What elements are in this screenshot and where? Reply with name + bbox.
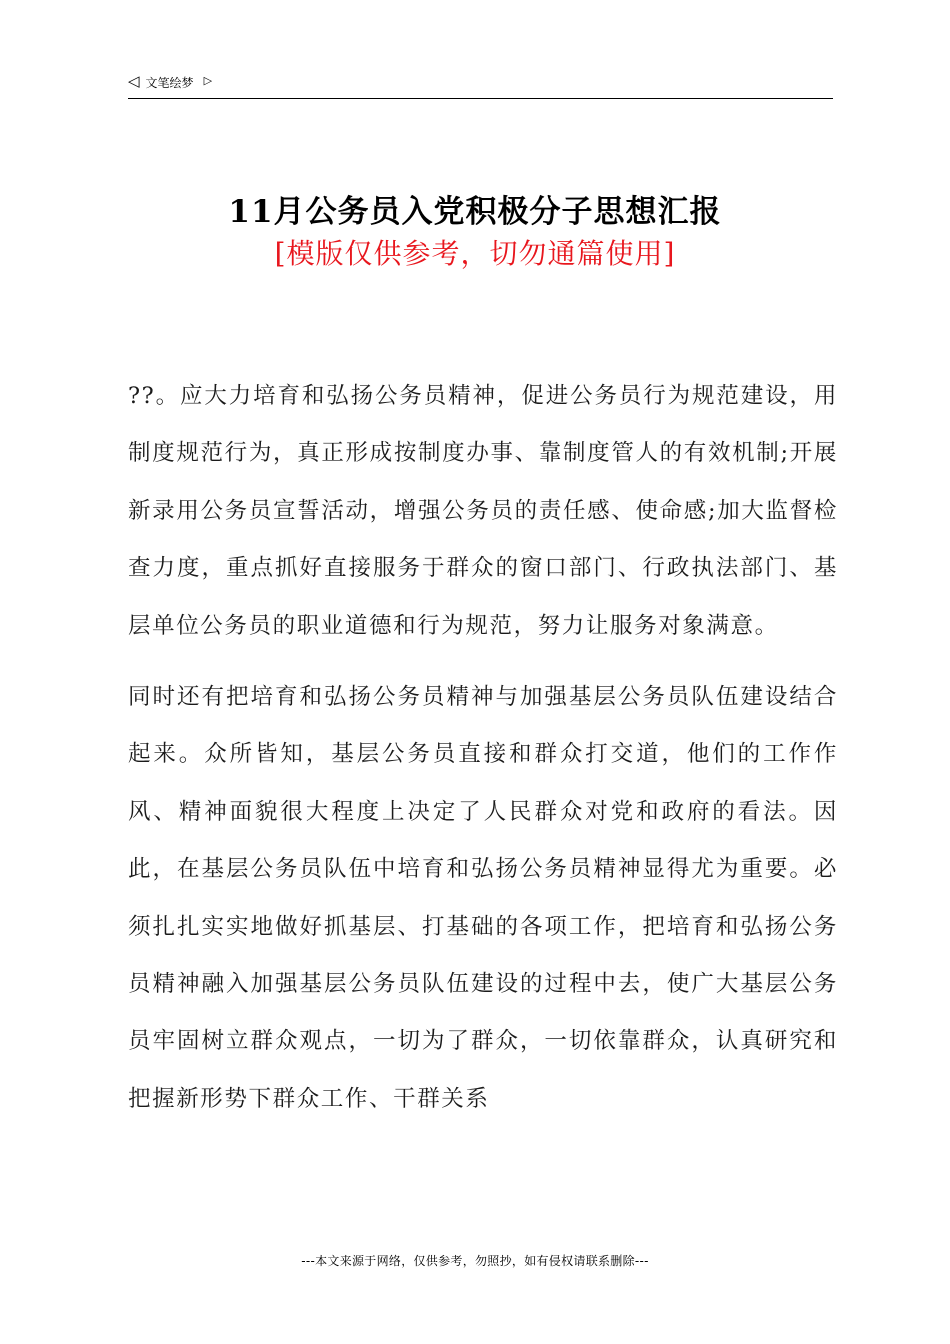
body-paragraph-2: 同时还有把培育和弘扬公务员精神与加强基层公务员队伍建设结合起来。众所皆知，基层公务员直接和群众打交道，他们的工作作风、精神面貌很大程度上决定了人民群众对党和政府的看法。因此，在基层公务员队伍中培育和弘扬公务员精神显得尤为重要。必须扎扎实实地做好抓基层、打基础的各项工作，把培育和弘扬公务员精神融入加强基层公务员队伍建设的过程中去，使广大基层公务员牢固树立群众观点，一切为了群众，一切依靠群众，认真研究和把握新形势下群众工作、干群关系 [128,684,838,1112]
triangle-left-icon: ◁ [128,72,140,90]
triangle-right-icon: ▷ [203,74,213,87]
document-title: 11月公务员入党积极分子思想汇报 [228,194,722,230]
header-brand-group [128,74,212,91]
body-paragraph-1: ??。应大力培育和弘扬公务员精神，促进公务员行为规范建设，用制度规范行为，真正形成按制度办事、靠制度管人的有效机制;开展新录用公务员宣誓活动，增强公务员的责任感、使命感;加大监督检查力度，重点抓好直接服务于群众的窗口部门、行政执法部门、基层单位公务员的职业道德和行为规范，努力让服务对象满意。 [128,383,838,639]
document-body [128,368,838,1142]
document-subtitle: [模版仅供参考，切勿通篇使用] [274,237,676,270]
footer-disclaimer: ---本文来源于网络，仅供参考，勿照抄，如有侵权请联系删除--- [301,1254,649,1268]
header-brand: 文笔绘梦 [145,76,194,90]
page-header [128,72,833,99]
